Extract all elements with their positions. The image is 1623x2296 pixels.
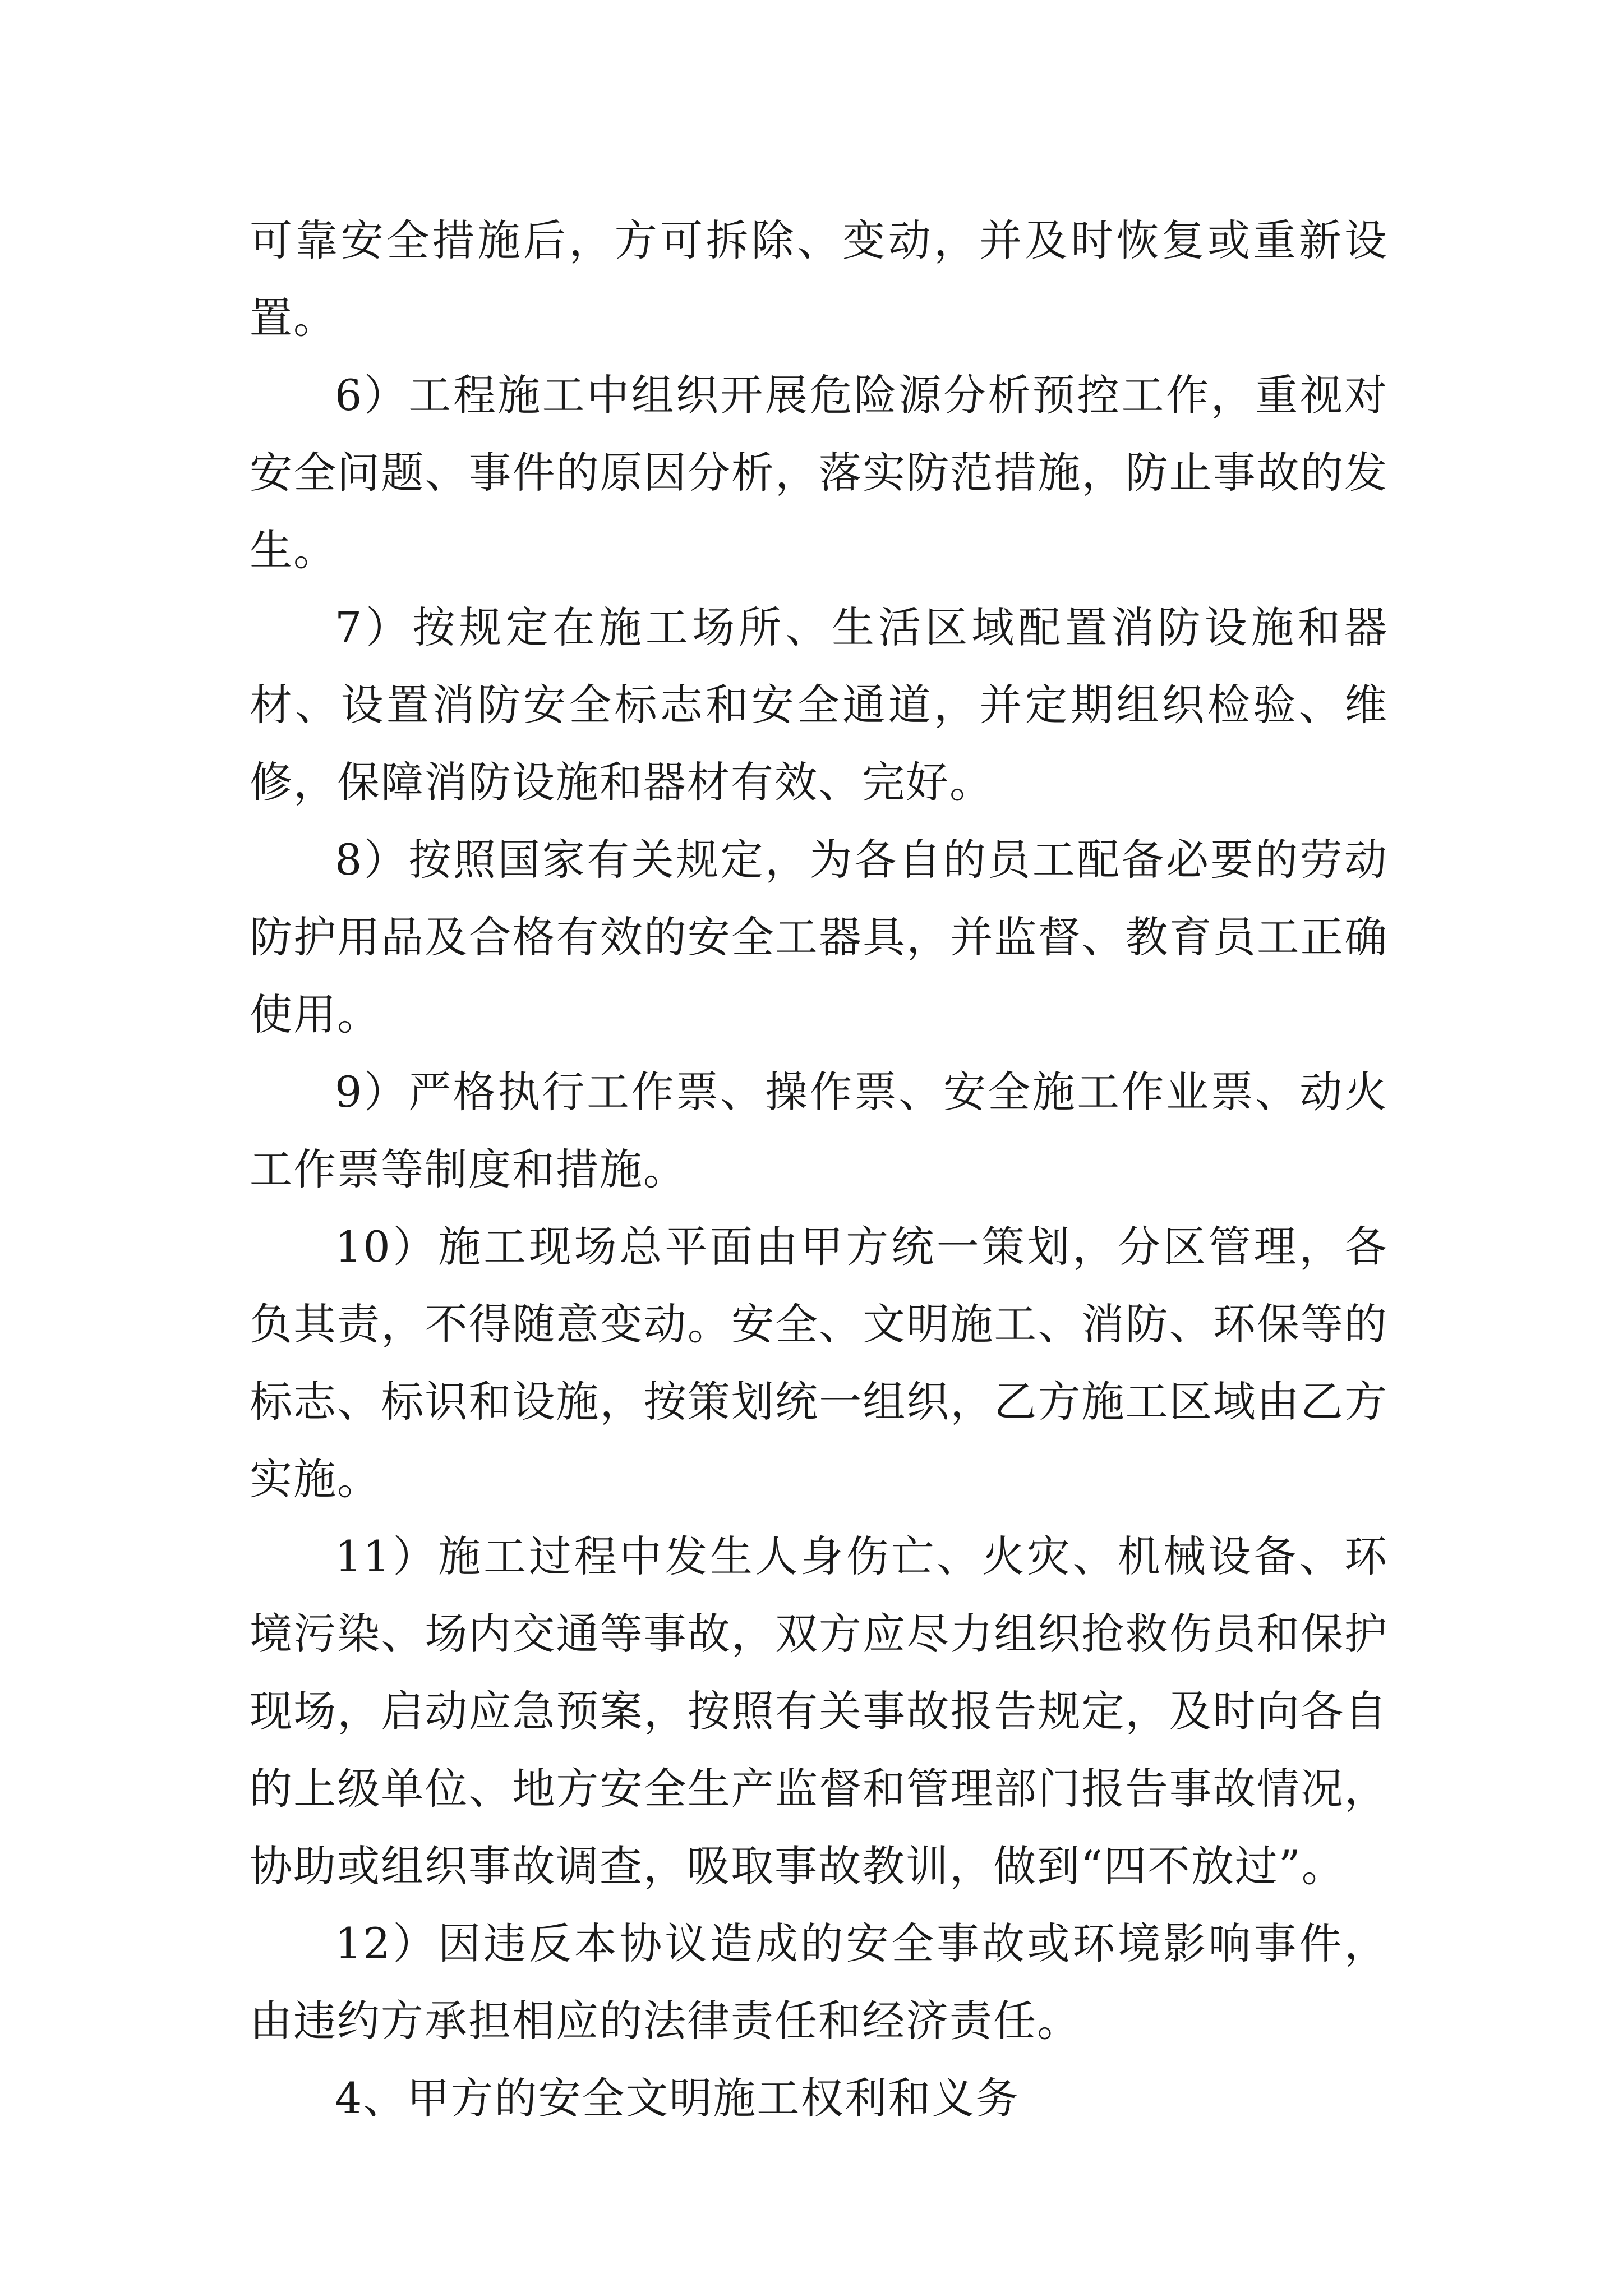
paragraph-item-11: 11）施工过程中发生人身伤亡、火灾、机械设备、环境污染、场内交通等事故，双方应尽力组织抢救伤员和保护现场，启动应急预案，按照有关事故报告规定，及时向各自的上级单位、地方安全生产监督和管理部门报告事故情况，协助或组织事故调查，吸取事故教训，做到“四不放过”。 bbox=[250, 1531, 1388, 1891]
section-heading-4: 4、甲方的安全文明施工权利和义务 bbox=[335, 2073, 1020, 2123]
paragraph-item-10: 10）施工现场总平面由甲方统一策划，分区管理，各负其责，不得随意变动。安全、文明施工、消防、环保等的标志、标识和设施，按策划统一组织，乙方施工区域由乙方实施。 bbox=[250, 1222, 1388, 1504]
paragraph-item-8: 8）按照国家有关规定，为各自的员工配备必要的劳动防护用品及合格有效的安全工器具，并监督、教育员工正确使用。 bbox=[250, 835, 1388, 1039]
document-body bbox=[250, 202, 1388, 2137]
paragraph-continuation: 可靠安全措施后，方可拆除、变动，并及时恢复或重新设置。 bbox=[250, 215, 1388, 343]
paragraph-item-6: 6）工程施工中组织开展危险源分析预控工作，重视对安全问题、事件的原因分析，落实防范措施，防止事故的发生。 bbox=[250, 370, 1388, 575]
paragraph-item-7: 7）按规定在施工场所、生活区域配置消防设施和器材、设置消防安全标志和安全通道，并定期组织检验、维修，保障消防设施和器材有效、完好。 bbox=[250, 602, 1388, 807]
paragraph-item-9: 9）严格执行工作票、操作票、安全施工作业票、动火工作票等制度和措施。 bbox=[250, 1067, 1388, 1194]
paragraph-item-12: 12）因违反本协议造成的安全事故或环境影响事件，由违约方承担相应的法律责任和经济责任。 bbox=[250, 1918, 1388, 2046]
